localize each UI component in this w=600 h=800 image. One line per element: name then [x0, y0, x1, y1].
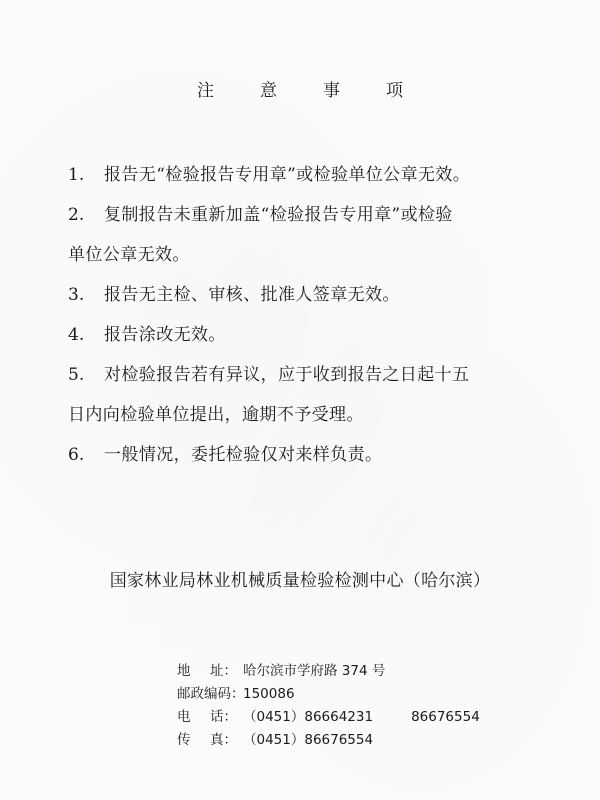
title-char: 意: [260, 81, 277, 101]
notes-list: [68, 155, 538, 475]
address-row: [177, 660, 480, 683]
note-item: [68, 155, 538, 195]
phone-row: [177, 706, 480, 729]
postcode-value: 150086: [243, 686, 295, 702]
note-line: 一般情况，委托检验仅对来样负责。: [104, 445, 383, 465]
note-continuation: 单位公章无效。: [68, 245, 190, 265]
note-line: 对检验报告若有异议，应于收到报告之日起十五: [104, 365, 470, 385]
page-title: [0, 76, 600, 101]
note-text: [68, 195, 538, 275]
phone-label: 电 话：: [177, 709, 237, 725]
note-continuation: 日内向检验单位提出，逾期不予受理。: [68, 405, 364, 425]
note-line: 报告无主检、审核、批准人签章无效。: [104, 285, 400, 305]
contact-block: [177, 660, 480, 752]
note-line: 复制报告未重新加盖“检验报告专用章”或检验: [104, 205, 453, 225]
fax-value: （0451）86676554: [243, 732, 374, 748]
note-item: [68, 355, 538, 435]
fax-label: 传 真：: [177, 732, 237, 748]
organization-name: 国家林业局林业机械质量检验检测中心（哈尔滨）: [109, 571, 491, 591]
note-line: 报告无“检验报告专用章”或检验单位公章无效。: [104, 165, 471, 185]
title-char: 注: [197, 81, 214, 101]
title-char: 事: [323, 81, 340, 101]
note-item: [68, 435, 538, 475]
note-item: [68, 315, 538, 355]
note-text: [104, 155, 538, 195]
note-number: 3.: [68, 285, 85, 305]
note-number: 6.: [68, 445, 85, 465]
note-number: 1.: [68, 165, 85, 185]
note-number: 5.: [68, 365, 85, 385]
address-label: 地 址：: [177, 663, 237, 679]
address-value: 哈尔滨市学府路 374 号: [243, 663, 386, 679]
note-line: 报告涂改无效。: [104, 325, 226, 345]
note-number: 2.: [68, 205, 85, 225]
postcode-label: 邮政编码：: [177, 686, 245, 702]
note-text: [68, 355, 538, 435]
title-char: 项: [386, 81, 403, 101]
note-number: 4.: [68, 325, 85, 345]
note-text: [104, 275, 538, 315]
note-item: [68, 195, 538, 275]
note-text: [104, 315, 538, 355]
fax-row: [177, 729, 480, 752]
phone-value-2: 86676554: [411, 709, 480, 725]
note-text: [104, 435, 538, 475]
postcode-row: [177, 683, 480, 706]
note-item: [68, 275, 538, 315]
phone-value: （0451）86664231: [243, 709, 374, 725]
